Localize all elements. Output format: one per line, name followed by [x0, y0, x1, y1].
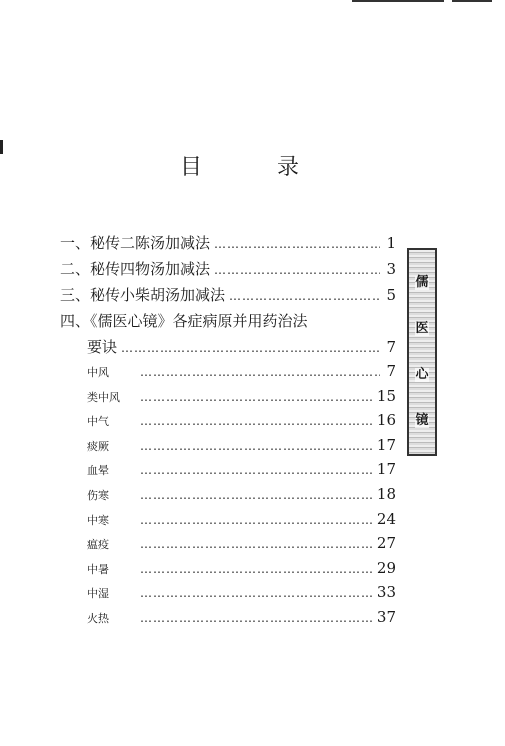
- toc-entry-page: 5: [386, 286, 396, 304]
- side-tab-char: 儒: [415, 274, 429, 290]
- toc-leader-dots: [140, 390, 373, 404]
- toc-entry-13[interactable]: [60, 534, 396, 559]
- book-title-side-tab: [407, 248, 437, 456]
- toc-entry-label: 中暑: [87, 562, 109, 576]
- toc-entry-page: 24: [376, 509, 396, 528]
- toc-leader-dots: [140, 488, 373, 502]
- toc-entry-16[interactable]: [60, 608, 396, 633]
- toc-leader-dots: [140, 414, 373, 428]
- toc-entry-12[interactable]: [60, 510, 396, 535]
- toc-entry-page: 33: [376, 583, 396, 602]
- page-title: 目 录: [180, 155, 333, 180]
- toc-entry-label: 类中风: [87, 390, 120, 404]
- toc-leader-dots: [140, 562, 373, 576]
- toc-entry-2[interactable]: [60, 258, 396, 284]
- toc-entry-page: 17: [376, 460, 396, 479]
- toc-entry-label: 三、秘传小柴胡汤加减法: [60, 286, 226, 304]
- toc-entry-page: 18: [376, 484, 396, 503]
- toc-entry-label: 痰厥: [87, 439, 109, 453]
- toc-entry-label: 四、《儒医心镜》各症病原并用药治法: [60, 312, 308, 330]
- toc-entry-label: 火热: [87, 611, 109, 625]
- toc-leader-dots: [140, 463, 373, 477]
- toc-entry-10[interactable]: [60, 460, 396, 485]
- toc-entry-label: 中风: [87, 366, 109, 379]
- toc-entry-page: 3: [386, 260, 396, 278]
- side-tab-char: 心: [415, 366, 429, 382]
- toc-leader-dots: [229, 289, 380, 303]
- toc-entry-6[interactable]: [60, 362, 396, 387]
- left-margin-mark: [0, 140, 3, 154]
- toc-entry-3[interactable]: [60, 284, 396, 310]
- toc-entry-label: 瘟疫: [87, 538, 109, 552]
- toc-entry-page: 1: [386, 234, 396, 252]
- toc-entry-label: 中气: [87, 415, 109, 429]
- toc-entry-label: 要诀: [87, 338, 118, 356]
- toc-entry-4[interactable]: [60, 310, 396, 336]
- toc-leader-dots: [140, 537, 373, 551]
- toc-leader-dots: [140, 513, 373, 527]
- side-tab-char: 镜: [415, 412, 429, 428]
- top-edge-line-1: [352, 0, 444, 2]
- toc-leader-dots: [121, 341, 380, 355]
- toc-leader-dots: [140, 586, 373, 600]
- toc-entry-label: 血晕: [87, 464, 109, 478]
- toc-entry-14[interactable]: [60, 559, 396, 584]
- toc-entry-label: 二、秘传四物汤加减法: [60, 260, 211, 278]
- toc-entry-11[interactable]: [60, 485, 396, 510]
- toc-entry-1[interactable]: [60, 232, 396, 258]
- toc-entry-page: 16: [376, 411, 396, 430]
- toc-entry-page: 29: [376, 558, 396, 577]
- toc-entry-15[interactable]: [60, 583, 396, 608]
- toc-entry-page: 27: [376, 534, 396, 553]
- toc-entry-label: 中湿: [87, 587, 109, 601]
- table-of-contents: [60, 232, 396, 633]
- toc-entry-7[interactable]: [60, 387, 396, 412]
- toc-entry-page: 7: [386, 362, 396, 380]
- toc-entry-page: 7: [386, 338, 396, 356]
- toc-entry-label: 伤寒: [87, 488, 109, 502]
- toc-entry-5[interactable]: [60, 336, 396, 362]
- toc-entry-page: 37: [376, 607, 396, 626]
- toc-entry-page: 17: [376, 435, 396, 454]
- toc-leader-dots: [140, 365, 380, 379]
- toc-entry-9[interactable]: [60, 436, 396, 461]
- toc-entry-page: 15: [376, 386, 396, 405]
- toc-leader-dots: [214, 237, 380, 251]
- toc-entry-label: 中寒: [87, 513, 109, 527]
- top-edge-line-2: [452, 0, 492, 2]
- toc-entry-8[interactable]: [60, 411, 396, 436]
- toc-leader-dots: [214, 263, 380, 277]
- side-tab-char: 医: [415, 320, 429, 336]
- toc-entry-label: 一、秘传二陈汤加减法: [60, 234, 211, 252]
- toc-leader-dots: [140, 439, 373, 453]
- toc-leader-dots: [140, 611, 373, 625]
